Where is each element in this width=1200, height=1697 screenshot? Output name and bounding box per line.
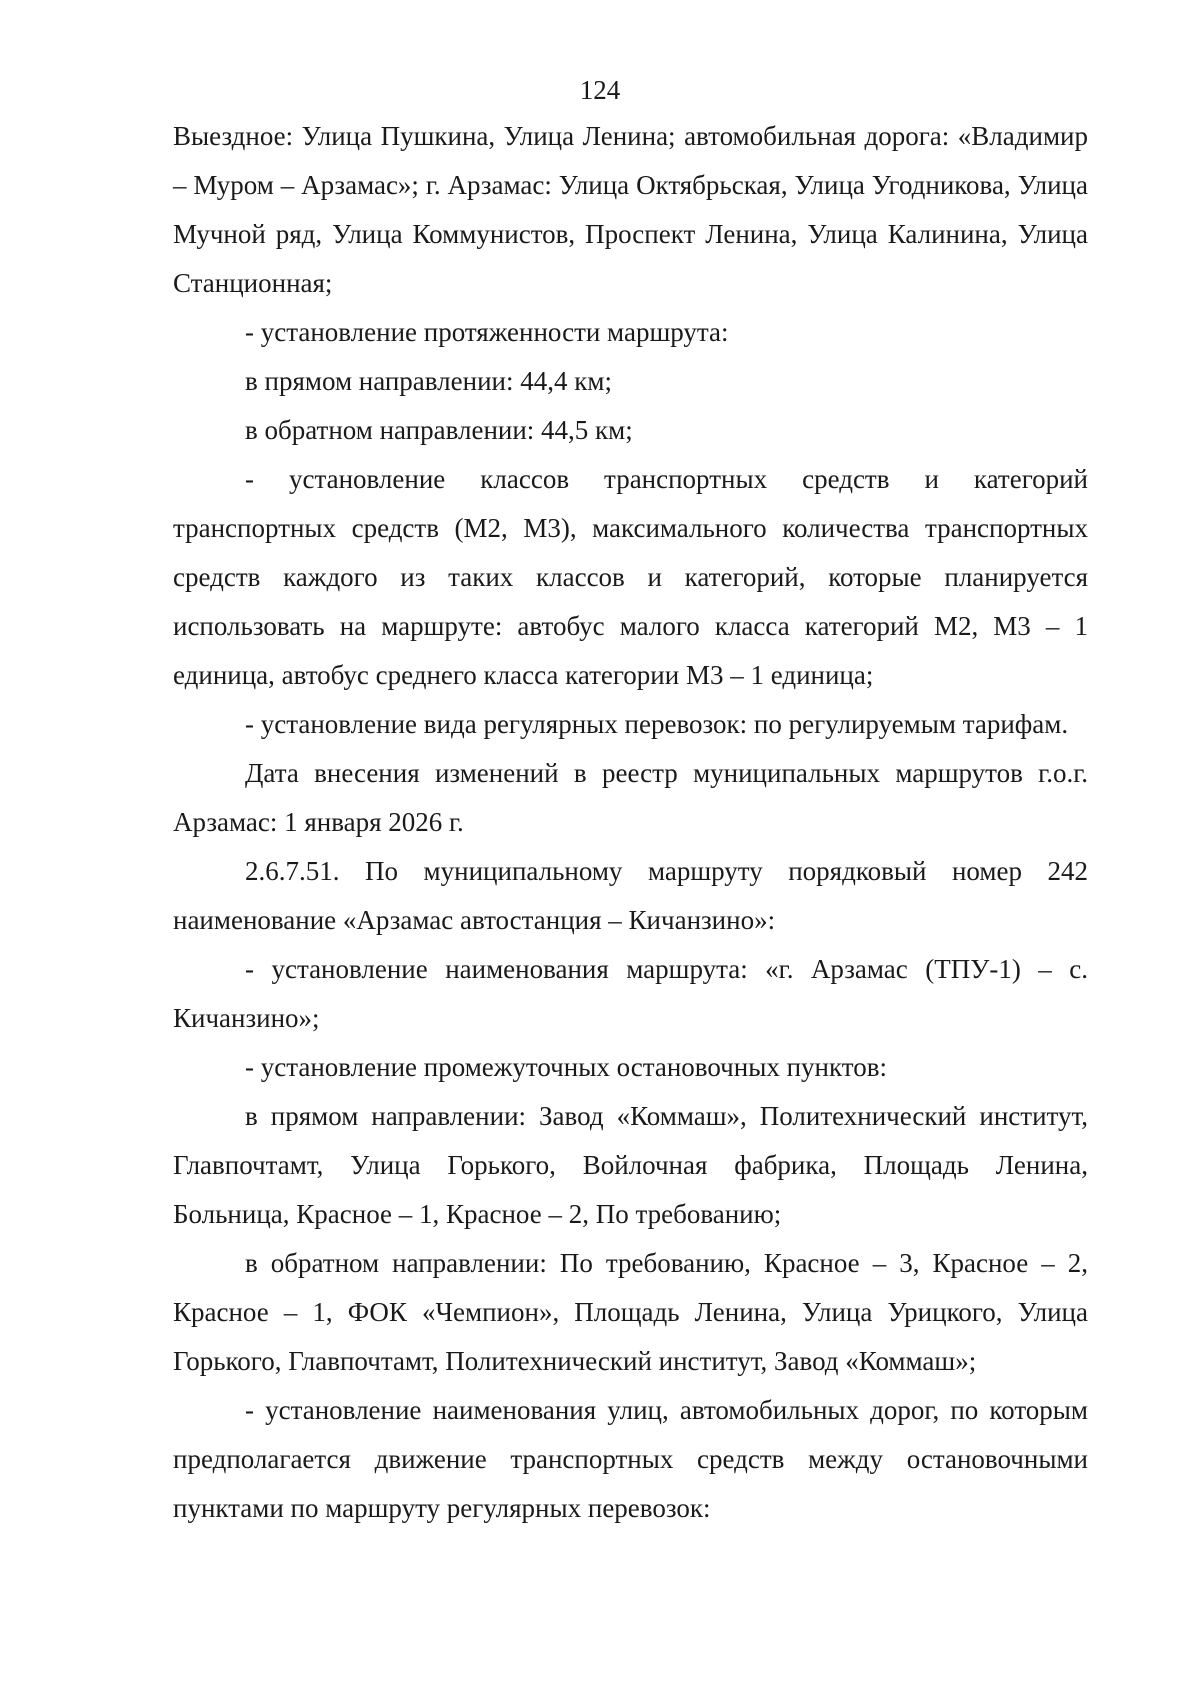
paragraph-streets-heading: - установление наименования улиц, автомобильных дорог, по которым предполагается движение транспортных средств между остановочными пунктами по маршруту регулярных перевозок: <box>173 1395 1088 1523</box>
paragraph-route-length-heading: - установление протяженности маршрута: <box>245 317 729 347</box>
document-body <box>173 112 1088 1533</box>
paragraph-transport-type: - установление вида регулярных перевозок: по регулируемым тарифам. <box>245 709 1069 739</box>
paragraph-reverse-stops: в обратном направлении: По требованию, Красное – 3, Красное – 2, Красное – 1, ФОК «Чемпион», Площадь Ленина, Улица Урицкого, Улица Горького, Главпочтамт, Политехнический институт, Завод «Коммаш»; <box>173 1248 1088 1376</box>
paragraph-vehicle-classes: - установление классов транспортных средств и категорий транспортных средств (М2, М3), максимального количества транспортных средств каждого из таких классов и категорий, которые планируется использовать на маршруте: автобус малого класса категорий М2, М3 – 1 единица, автобус среднего класса категории М3 – 1 единица; <box>173 464 1088 690</box>
page-number: 124 <box>579 75 621 105</box>
paragraph-reverse-length: в обратном направлении: 44,5 км; <box>245 415 633 445</box>
paragraph-route-name: - установление наименования маршрута: «г. Арзамас (ТПУ-1) – с. Кичанзино»; <box>173 954 1088 1033</box>
paragraph-intermediate-stops-heading: - установление промежуточных остановочных пунктов: <box>245 1052 887 1082</box>
paragraph-route-242-heading: 2.6.7.51. По муниципальному маршруту порядковый номер 242 наименование «Арзамас автостанция – Кичанзино»: <box>173 856 1088 935</box>
paragraph-departure-streets: Выездное: Улица Пушкина, Улица Ленина; автомобильная дорога: «Владимир – Муром – Арзамас»; г. Арзамас: Улица Октябрьская, Улица Угодникова, Улица Мучной ряд, Улица Коммунистов, Проспект Ленина, Улица Калинина, Улица Станционная; <box>173 121 1088 298</box>
paragraph-registry-date: Дата внесения изменений в реестр муниципальных маршрутов г.о.г. Арзамас: 1 января 2026 г. <box>173 758 1088 837</box>
paragraph-forward-stops: в прямом направлении: Завод «Коммаш», Политехнический институт, Главпочтамт, Улица Горького, Войлочная фабрика, Площадь Ленина, Больница, Красное – 1, Красное – 2, По требованию; <box>173 1101 1088 1229</box>
paragraph-forward-length: в прямом направлении: 44,4 км; <box>245 366 612 396</box>
